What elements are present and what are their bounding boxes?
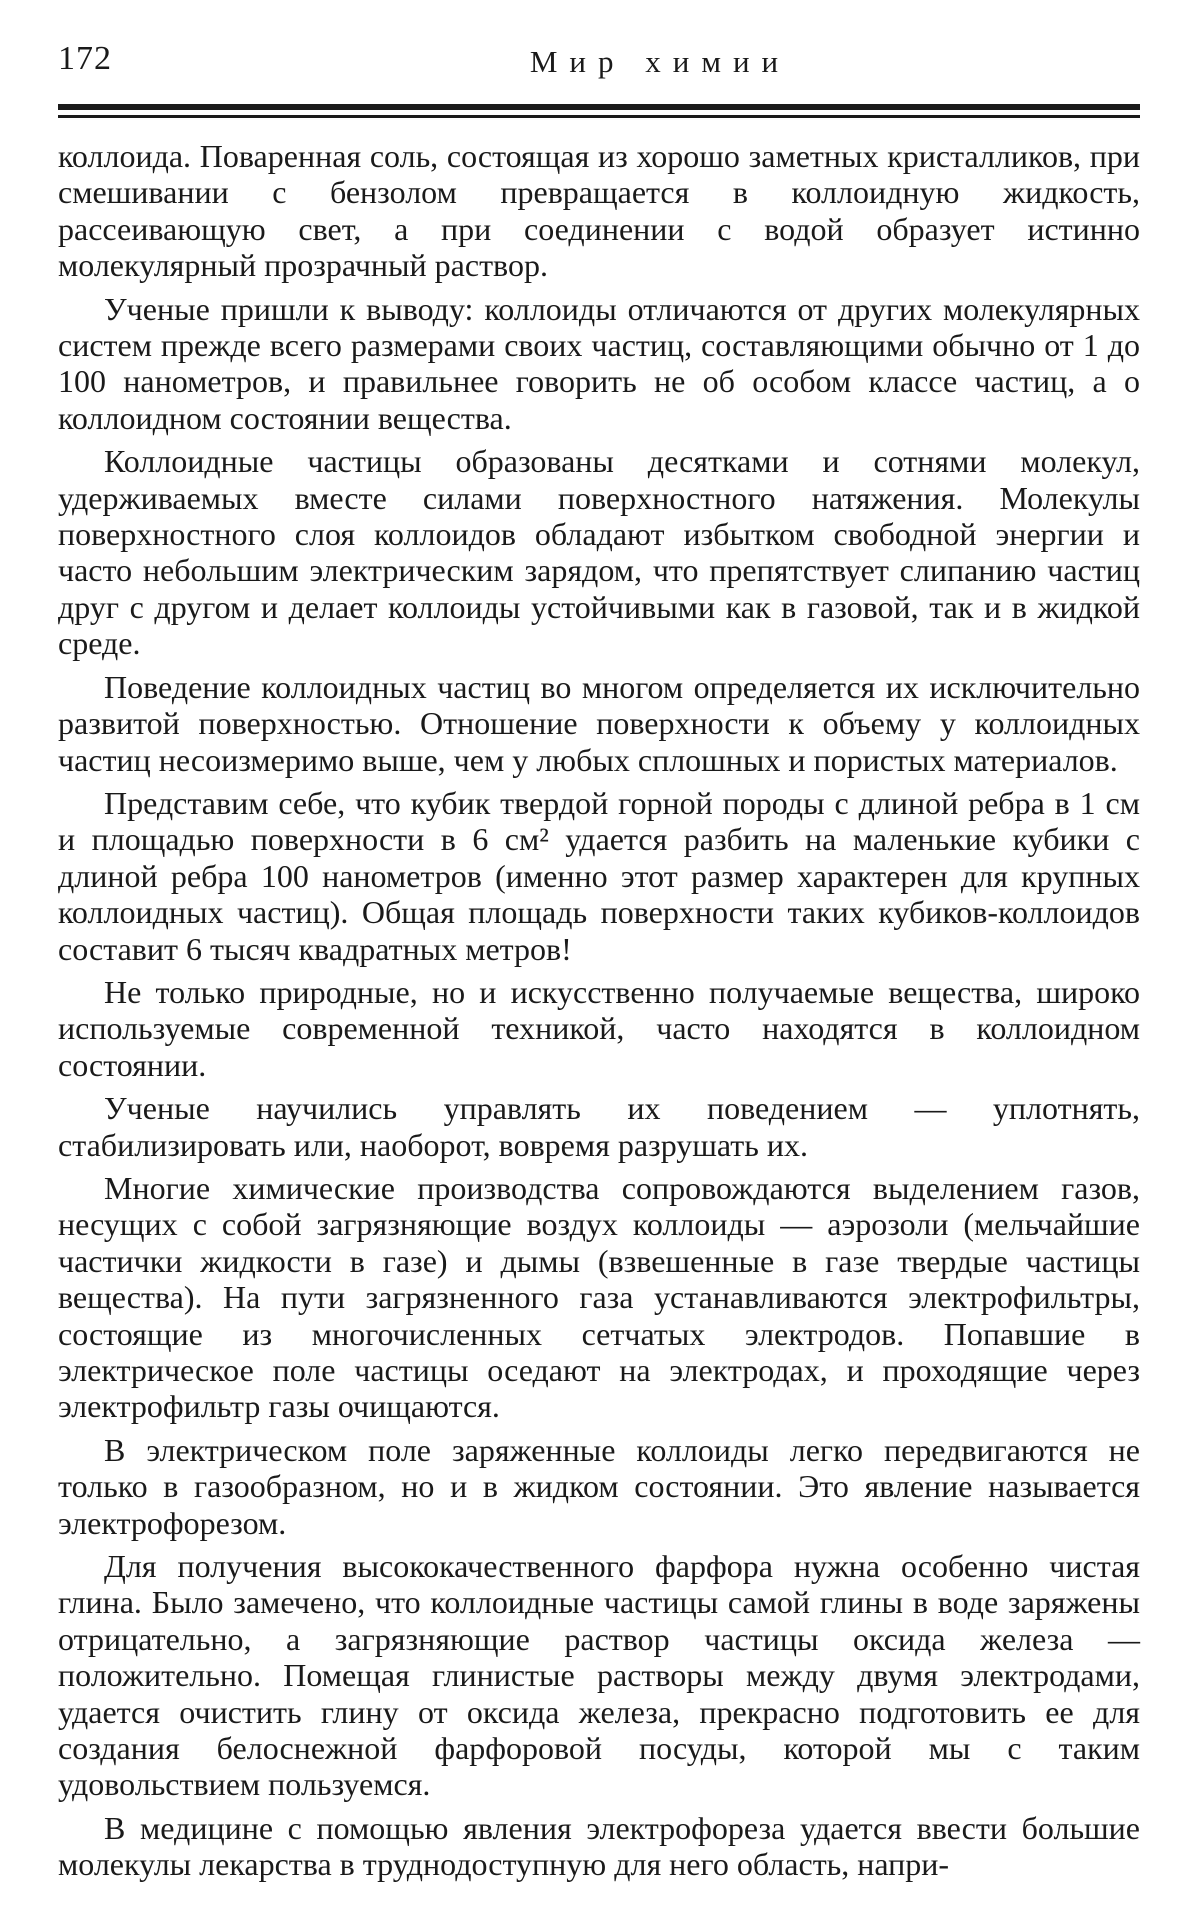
header-rule-thin — [58, 115, 1140, 118]
running-title: Мир химии — [529, 44, 791, 79]
page-number: 172 — [58, 40, 112, 77]
paragraph: Поведение коллоидных частиц во многом определяется их исключительно развитой поверхностью. Отношение поверхности к объему у коллоидных частиц несоизмеримо выше, чем у любых сплошных и пористых материалов. — [58, 668, 1140, 778]
paragraph: Не только природные, но и искусственно получаемые вещества, широко используемые современной техникой, часто находятся в коллоидном состоянии. — [58, 973, 1140, 1083]
paragraph: В медицине с помощью явления электрофореза удается ввести большие молекулы лекарства в труднодоступную для него область, напри- — [58, 1809, 1140, 1883]
paragraph: Коллоидные частицы образованы десятками и сотнями молекул, удерживаемых вместе силами поверхностного натяжения. Молекулы поверхностного слоя коллоидов обладают избытком свободной энергии и часто небольшим электрическим зарядом, что препятствует слипанию частиц друг с другом и делает коллоиды устойчивыми как в газовой, так и в жидкой среде. — [58, 443, 1140, 662]
body-text — [58, 138, 1140, 1883]
paragraph: Многие химические производства сопровождаются выделением газов, несущих с собой загрязняющие воздух коллоиды — аэрозоли (мельчайшие частички жидкости в газе) и дымы (взвешенные в газе твердые частицы вещества). На пути загрязненного газа устанавливаются электрофильтры, состоящие из многочисленных сетчатых электродов. Попавшие в электрическое поле частицы оседают на электродах, и проходящие через электрофильтр газы очищаются. — [58, 1169, 1140, 1425]
paragraph: Ученые научились управлять их поведением — уплотнять, стабилизировать или, наоборот, вовремя разрушать их. — [58, 1090, 1140, 1163]
paragraph: Ученые пришли к выводу: коллоиды отличаются от других молекулярных систем прежде всего размерами своих частиц, составляющими обычно от 1 до 100 нанометров, и правильнее говорить не об особом классе частиц, а о коллоидном состоянии вещества. — [58, 290, 1140, 436]
header-rule-thick — [58, 104, 1140, 110]
paragraph: В электрическом поле заряженные коллоиды легко передвигаются не только в газообразном, но и в жидком состоянии. Это явление называется электрофорезом. — [58, 1431, 1140, 1541]
paragraph: Представим себе, что кубик твердой горной породы с длиной ребра в 1 см и площадью поверхности в 6 см² удается разбить на маленькие кубики с длиной ребра 100 нанометров (именно этот размер характерен для крупных коллоидных частиц). Общая площадь поверхности таких кубиков-коллоидов составит 6 тысяч квадратных метров! — [58, 784, 1140, 967]
paragraph: Для получения высококачественного фарфора нужна особенно чистая глина. Было замечено, что коллоидные частицы самой глины в воде заряжены отрицательно, а загрязняющие раствор частицы оксида железа — положительно. Помещая глинистые растворы между двумя электродами, удается очистить глину от оксида железа, прекрасно подготовить ее для создания белоснежной фарфоровой посуды, которой мы с таким удовольствием пользуемся. — [58, 1548, 1140, 1803]
paragraph: коллоида. Поваренная соль, состоящая из хорошо заметных кристалликов, при смешивании с бензолом превращается в коллоидную жидкость, рассеивающую свет, а при соединении с водой образует истинно молекулярный прозрачный раствор. — [58, 138, 1140, 284]
